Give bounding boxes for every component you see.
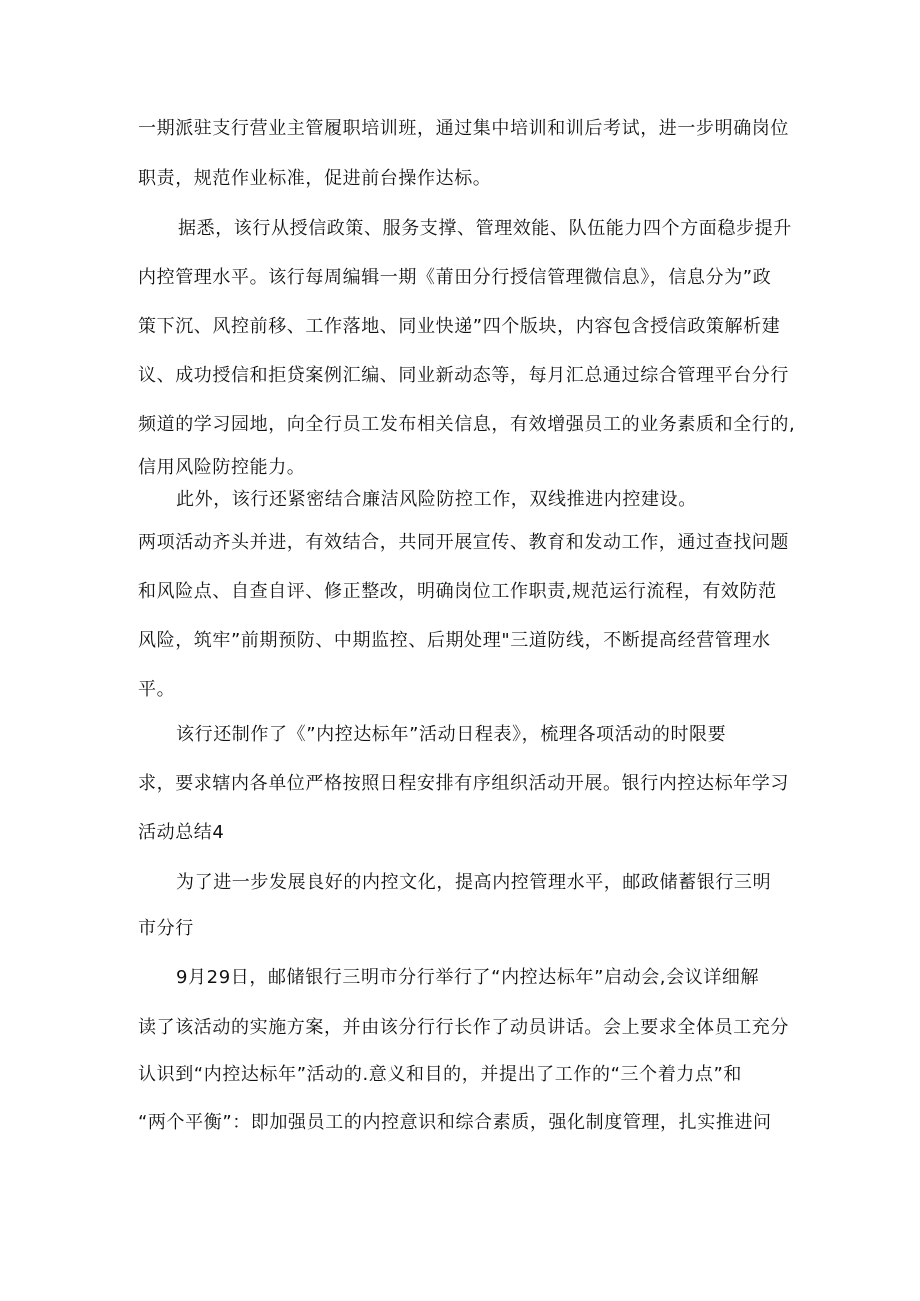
text-line: 9月29日，邮储银行三明市分行举行了“内控达标年”启动会,会议详细解 — [176, 967, 760, 988]
text-line: “两个平衡”：即加强员工的内控意识和综合素质，强化制度管理，扎实推进问 — [138, 1112, 772, 1133]
text-line: 议、成功授信和拒贷案例汇编、同业新动态等，每月汇总通过综合管理平台分行 — [138, 365, 789, 386]
text-line: 求，要求辖内各单位严格按照日程安排有序组织活动开展。银行内控达标年学习 — [138, 773, 789, 794]
text-line: 为了进一步发展良好的内控文化，提高内控管理水平，邮政储蓄银行三明 — [176, 872, 772, 893]
text-line: 认识到“内控达标年”活动的.意义和目的，并提出了工作的“三个着力点”和 — [138, 1064, 743, 1085]
text-line: 据悉，该行从授信政策、服务支撑、管理效能、队伍能力四个方面稳步提升 — [178, 218, 792, 239]
text-line: 此外，该行还紧密结合廉洁风险防控工作，双线推进内控建设。 — [176, 489, 697, 510]
text-line: 风险，筑牢”前期预防、中期监控、后期处理"三道防线，不断提高经营管理水 — [138, 630, 771, 651]
text-line: 读了该活动的实施方案，并由该分行行长作了动员讲话。会上要求全体员工充分 — [138, 1017, 789, 1038]
text-line: 活动总结4 — [138, 822, 225, 843]
text-line: 该行还制作了《”内控达标年”活动日程表》，梳理各项活动的时限要 — [176, 724, 727, 745]
text-line: 市分行 — [138, 918, 194, 939]
text-line: 和风险点、自查自评、修正整改，明确岗位工作职责,规范运行流程，有效防范 — [138, 581, 777, 602]
text-line: 职责，规范作业标准，促进前台操作达标。 — [138, 168, 492, 189]
text-line: 两项活动齐头并进，有效结合，共同开展宣传、教育和发动工作，通过查找问题 — [138, 532, 789, 553]
text-line: 一期派驻支行营业主管履职培训班，通过集中培训和训后考试，进一步明确岗位 — [138, 118, 789, 139]
text-line: 内控管理水平。该行每周编辑一期《莆田分行授信管理微信息》，信息分为”政 — [138, 267, 772, 288]
text-line: 平。 — [138, 679, 176, 700]
text-line: 策下沉、风控前移、工作落地、同业快递”四个版块，内容包含授信政策解析建 — [138, 316, 781, 337]
text-line: 信用风险防控能力。 — [138, 457, 306, 478]
text-line: 频道的学习园地，向全行员工发布相关信息，有效增强员工的业务素质和全行的, — [138, 414, 796, 435]
